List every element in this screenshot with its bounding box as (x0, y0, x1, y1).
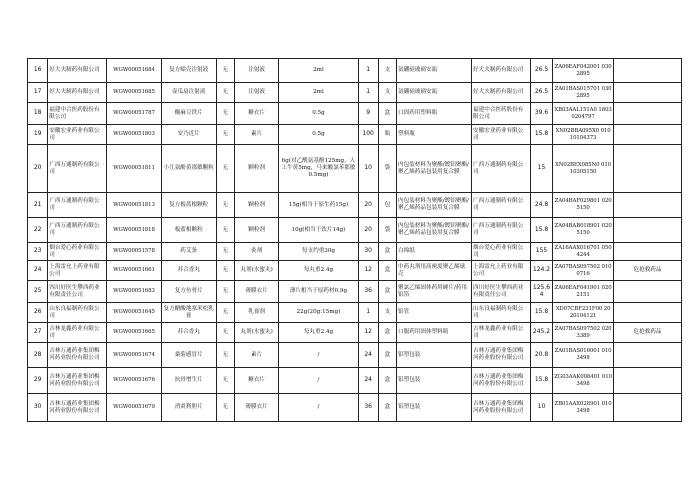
manufacturer-cell: 广西万通制药有限公司 (48, 145, 107, 193)
row-number: 17 (28, 83, 48, 103)
barcode-cell: ZA07BAS097502 0203389 (553, 323, 614, 343)
product-code-cell: WGW00051811 (107, 145, 162, 193)
barcode-cell: XB03AAL151A0 18030204797 (553, 103, 614, 125)
dosage-form-cell: 灸剂 (234, 243, 279, 261)
product-code-cell: WGW00051676 (107, 368, 162, 394)
manufacturer-cell: 好大夫制药有限公司 (48, 59, 107, 83)
license-holder-cell: 吉林万通药业集团梅河药业股份有限公司 (472, 343, 531, 368)
drug-name-cell: 安乃近片 (161, 125, 216, 145)
specification-cell: 22g(20g:15mg) (279, 303, 358, 323)
unit-cell: 支 (378, 83, 396, 103)
license-holder-cell: 烟台爱心药业有限公司 (472, 243, 531, 261)
barcode-cell: XN02BBA095X0 01010104373 (553, 125, 614, 145)
drug-name-cell: 酸麻豆铁片 (161, 103, 216, 125)
barcode-cell: ZG03AAK008401 0103498 (553, 368, 614, 394)
quantity-cell: 12 (358, 261, 378, 281)
note-cell (613, 218, 681, 243)
manufacturer-cell: 烟台爱心药业有限公司 (48, 243, 107, 261)
unit-cell: 袋 (378, 145, 396, 193)
drug-name-cell: 药艾条 (161, 243, 216, 261)
dosage-form-cell: 注射液 (234, 59, 279, 83)
table-row (28, 394, 682, 422)
quantity-cell: 1 (358, 59, 378, 83)
row-number: 16 (28, 59, 48, 83)
product-code-cell: WGW00051665 (107, 323, 162, 343)
product-code-cell: WGW00051813 (107, 193, 162, 218)
packaging-cell: 聚氯乙烯固体药用硬片/药用铝箔 (397, 281, 472, 303)
quantity-cell: 36 (358, 281, 378, 303)
unit-cell: 袋 (378, 218, 396, 243)
drug-name-cell: 抗骨增生片 (161, 368, 216, 394)
specification-cell: 每丸重2.4g (279, 261, 358, 281)
dosage-form-cell: 乳膏剂 (234, 303, 279, 323)
unit-cell: 支 (378, 59, 396, 83)
dosage-form-cell: 颗粒剂 (234, 145, 279, 193)
quantity-cell: 24 (358, 343, 378, 368)
manufacturer-cell: 好大夫制药有限公司 (48, 83, 107, 103)
license-holder-cell: 广西万通制药有限公司 (472, 193, 531, 218)
quantity-cell: 9 (358, 103, 378, 125)
price-cell: 15.8 (530, 368, 552, 394)
license-holder-cell: 好大夫制药有限公司 (472, 59, 531, 83)
note-cell (613, 281, 681, 303)
barcode-cell: ZA04BAF029801 0205150 (553, 193, 614, 218)
license-holder-cell: 吉林万通药业集团梅河药业股份有限公司 (472, 394, 531, 422)
barcode-cell: ZA01BAS015701 0302895 (553, 83, 614, 103)
quantity-cell: 1 (358, 83, 378, 103)
drug-name-cell: 复方蛤壳注射液 (161, 59, 216, 83)
note-cell (613, 394, 681, 422)
specification-cell: 每丸重2.4g (279, 323, 358, 343)
table-row (28, 59, 682, 83)
specification-cell: / (279, 343, 358, 368)
row-number: 19 (28, 125, 48, 145)
flag-cell: 无 (216, 368, 234, 394)
packaging-cell: 铝塑包装 (397, 394, 472, 422)
quantity-cell: 36 (358, 394, 378, 422)
flag-cell: 无 (216, 323, 234, 343)
note-cell (613, 243, 681, 261)
packaging-cell: 氨硼硅玻璃安瓿 (397, 59, 472, 83)
row-number: 25 (28, 281, 48, 303)
product-code-cell: WGW00051661 (107, 261, 162, 281)
dosage-form-cell: 丸剂(水蜜丸) (234, 323, 279, 343)
specification-cell: / (279, 368, 358, 394)
manufacturer-cell: 吉林万通药业集团梅河药业股份有限公司 (48, 368, 107, 394)
price-cell: 245.2 (530, 323, 552, 343)
product-code-cell: WGW00051674 (107, 343, 162, 368)
packaging-cell: 中药丸剂用高密度聚乙烯球壳 (397, 261, 472, 281)
flag-cell: 无 (216, 59, 234, 83)
price-cell: 10 (530, 394, 552, 422)
barcode-cell: ZA01BAS016001 0103498 (553, 343, 614, 368)
flag-cell: 无 (216, 145, 234, 193)
price-cell: 125.64 (530, 281, 552, 303)
row-number: 20 (28, 145, 48, 193)
flag-cell: 无 (216, 125, 234, 145)
packaging-cell: 内包装材料为聚酯/镀铝聚酯/聚乙烯药品包装用复合膜 (397, 218, 472, 243)
specification-cell: 15g(相当于原生药15g) (279, 193, 358, 218)
table-row (28, 323, 682, 343)
license-holder-cell: 广西万通制药有限公司 (472, 145, 531, 193)
dosage-form-cell: 颗粒剂 (234, 218, 279, 243)
row-number: 22 (28, 218, 48, 243)
license-holder-cell: 吉林龙鑫药业有限公司 (472, 323, 531, 343)
manufacturer-cell: 吉林龙鑫药业有限公司 (48, 323, 107, 343)
table-row (28, 281, 682, 303)
dosage-form-cell: 注射液 (234, 83, 279, 103)
drug-name-cell: 复方醋酸地塞米松乳膏 (161, 303, 216, 323)
note-cell (613, 193, 681, 218)
row-number: 21 (28, 193, 48, 218)
note-cell: 危抢救药品 (613, 323, 681, 343)
price-cell: 15 (530, 145, 552, 193)
unit-cell: 盒 (378, 281, 396, 303)
specification-cell: 0.5g (279, 103, 358, 125)
unit-cell: 包 (378, 193, 396, 218)
row-number: 24 (28, 261, 48, 281)
manufacturer-cell: 福建中合医药股份有限公司 (48, 103, 107, 125)
specification-cell: 0.5g (279, 125, 358, 145)
license-holder-cell: 好大夫制药有限公司 (472, 83, 531, 103)
dosage-form-cell: 丸剂(水蜜丸) (234, 261, 279, 281)
packaging-cell: 铝塑包装 (397, 368, 472, 394)
manufacturer-cell: 四川好医生攀西药业有限责任公司 (48, 281, 107, 303)
drug-name-cell: 壶瓜扇注射液 (161, 83, 216, 103)
product-code-cell: WGW00051685 (107, 83, 162, 103)
row-number: 27 (28, 323, 48, 343)
table-row (28, 103, 682, 125)
drug-name-cell: 复方鱼骨片 (161, 281, 216, 303)
table-body (28, 59, 682, 422)
packaging-cell: 塑料瓶 (397, 125, 472, 145)
drug-name-cell: 消炎利胆片 (161, 394, 216, 422)
drug-name-cell: 苏合香丸 (161, 261, 216, 281)
dosage-form-cell: 颗粒剂 (234, 193, 279, 218)
flag-cell: 无 (216, 103, 234, 125)
product-code-cell: WGW00051803 (107, 125, 162, 145)
packaging-cell: 内包装材料为聚酯/镀铝聚酯/聚乙烯药品包装用复合膜 (397, 145, 472, 193)
flag-cell: 无 (216, 281, 234, 303)
price-cell: 20.8 (530, 343, 552, 368)
specification-cell: 10g(相当于饮片14g) (279, 218, 358, 243)
unit-cell: 盒 (378, 394, 396, 422)
packaging-cell: 口固药用塑料瓶 (397, 103, 472, 125)
flag-cell: 无 (216, 193, 234, 218)
table-row (28, 125, 682, 145)
drug-table (27, 58, 682, 422)
barcode-cell: ZA04BAB018901 0205150 (553, 218, 614, 243)
product-code-cell: WGW00051787 (107, 103, 162, 125)
manufacturer-cell: 山东良福制药有限公司 (48, 303, 107, 323)
license-holder-cell: 吉林万通药业集团梅河药业股份有限公司 (472, 368, 531, 394)
drug-name-cell: 桑菊感冒片 (161, 343, 216, 368)
row-number: 18 (28, 103, 48, 125)
specification-cell: 每支约重30g (279, 243, 358, 261)
drug-name-cell: 复方板蓝根颗粒 (161, 193, 216, 218)
license-holder-cell: 福建中合医药股份有限公司 (472, 103, 531, 125)
dosage-form-cell: 素片 (234, 125, 279, 145)
manufacturer-cell: 上海雷允上药业有限公司 (48, 261, 107, 281)
specification-cell: 2ml (279, 59, 358, 83)
unit-cell: 盒 (378, 368, 396, 394)
barcode-cell: ZA06EAF041901 0202151 (553, 281, 614, 303)
product-code-cell: WGW00051683 (107, 281, 162, 303)
flag-cell: 无 (216, 218, 234, 243)
barcode-cell: XN02BEX085N0 01010305150 (553, 145, 614, 193)
license-holder-cell: 安徽宏业药业有限公司 (472, 125, 531, 145)
barcode-cell: ZA06EAF042001 0302895 (553, 59, 614, 83)
specification-cell: 6g(对乙酰氨基酚125mg，人工牛黄5mg，马来酸氯苯那敏0.5mg) (279, 145, 358, 193)
packaging-cell: 氨硼硅玻璃安瓿 (397, 83, 472, 103)
dosage-form-cell: 糖衣片 (234, 368, 279, 394)
unit-cell: 支 (378, 303, 396, 323)
packaging-cell: 白绵纸 (397, 243, 472, 261)
table-row (28, 343, 682, 368)
unit-cell: 盒 (378, 343, 396, 368)
table-row (28, 145, 682, 193)
manufacturer-cell: 广西万通制药有限公司 (48, 218, 107, 243)
price-cell: 124.2 (530, 261, 552, 281)
flag-cell: 无 (216, 303, 234, 323)
packaging-cell: 铝塑包装 (397, 343, 472, 368)
manufacturer-cell: 吉林万通药业集团梅河药业股份有限公司 (48, 394, 107, 422)
drug-name-cell: 小儿氨酚黄那敏颗粒 (161, 145, 216, 193)
table-row (28, 193, 682, 218)
flag-cell: 无 (216, 83, 234, 103)
barcode-cell: XD07CBF231F00 2020104121 (553, 303, 614, 323)
quantity-cell: 12 (358, 323, 378, 343)
license-holder-cell: 上海雷允上药业有限公司 (472, 261, 531, 281)
flag-cell: 无 (216, 243, 234, 261)
quantity-cell: 1 (358, 303, 378, 323)
row-number: 29 (28, 368, 48, 394)
product-code-cell: WGW00051679 (107, 394, 162, 422)
dosage-form-cell: 糖衣片 (234, 103, 279, 125)
table-row (28, 83, 682, 103)
table-row (28, 303, 682, 323)
note-cell (613, 343, 681, 368)
dosage-form-cell: 素片 (234, 343, 279, 368)
drug-name-cell: 苏合香丸 (161, 323, 216, 343)
table-row (28, 218, 682, 243)
flag-cell: 无 (216, 394, 234, 422)
quantity-cell: 20 (358, 218, 378, 243)
unit-cell: 盒 (378, 103, 396, 125)
note-cell (613, 125, 681, 145)
license-holder-cell: 山东良福制药有限公司 (472, 303, 531, 323)
product-code-cell: WGW00051684 (107, 59, 162, 83)
license-holder-cell: 广西万通制药有限公司 (472, 218, 531, 243)
price-cell: 26.5 (530, 59, 552, 83)
note-cell: 危抢救药品 (613, 261, 681, 281)
note-cell (613, 83, 681, 103)
note-cell (613, 103, 681, 125)
drug-table-sheet (27, 58, 682, 422)
dosage-form-cell: 薄膜衣片 (234, 394, 279, 422)
price-cell: 15.8 (530, 125, 552, 145)
product-code-cell: WGW00051818 (107, 218, 162, 243)
unit-cell: 盒 (378, 323, 396, 343)
table-row (28, 243, 682, 261)
price-cell: 26.5 (530, 83, 552, 103)
manufacturer-cell: 安徽宏业药业有限公司 (48, 125, 107, 145)
row-number: 26 (28, 303, 48, 323)
price-cell: 15.8 (530, 303, 552, 323)
license-holder-cell: 四川好医生攀西药业有限责任公司 (472, 281, 531, 303)
note-cell (613, 303, 681, 323)
row-number: 28 (28, 343, 48, 368)
flag-cell: 无 (216, 343, 234, 368)
barcode-cell: ZA16AAX016701 0504244 (553, 243, 614, 261)
barcode-cell: ZB01AAX028901 0103498 (553, 394, 614, 422)
product-code-cell: WGW00051578 (107, 243, 162, 261)
table-row (28, 368, 682, 394)
quantity-cell: 24 (358, 368, 378, 394)
unit-cell: 盒 (378, 261, 396, 281)
packaging-cell: 口服药用固体塑料瓶 (397, 323, 472, 343)
packaging-cell: 内包装材料为聚酯/镀铝聚酯/聚乙烯药品包装用复合膜 (397, 193, 472, 218)
row-number: 23 (28, 243, 48, 261)
row-number: 30 (28, 394, 48, 422)
note-cell (613, 145, 681, 193)
manufacturer-cell: 广西万通制药有限公司 (48, 193, 107, 218)
quantity-cell: 10 (358, 145, 378, 193)
quantity-cell: 20 (358, 193, 378, 218)
note-cell (613, 59, 681, 83)
product-code-cell: WGW00051645 (107, 303, 162, 323)
price-cell: 39.6 (530, 103, 552, 125)
dosage-form-cell: 薄膜衣片 (234, 281, 279, 303)
unit-cell: 瓶 (378, 125, 396, 145)
unit-cell: 盒 (378, 243, 396, 261)
manufacturer-cell: 吉林万通药业集团梅河药业股份有限公司 (48, 343, 107, 368)
quantity-cell: 100 (358, 125, 378, 145)
price-cell: 155 (530, 243, 552, 261)
flag-cell: 无 (216, 261, 234, 281)
drug-name-cell: 板蓝根颗粒 (161, 218, 216, 243)
table-row (28, 261, 682, 281)
price-cell: 15.8 (530, 218, 552, 243)
specification-cell: 2ml (279, 83, 358, 103)
barcode-cell: ZA07BAS097502 0100716 (553, 261, 614, 281)
note-cell (613, 368, 681, 394)
packaging-cell: 铝管 (397, 303, 472, 323)
quantity-cell: 30 (358, 243, 378, 261)
specification-cell: / (279, 394, 358, 422)
specification-cell: 薄片相当于原药材0.9g (279, 281, 358, 303)
price-cell: 24.8 (530, 193, 552, 218)
